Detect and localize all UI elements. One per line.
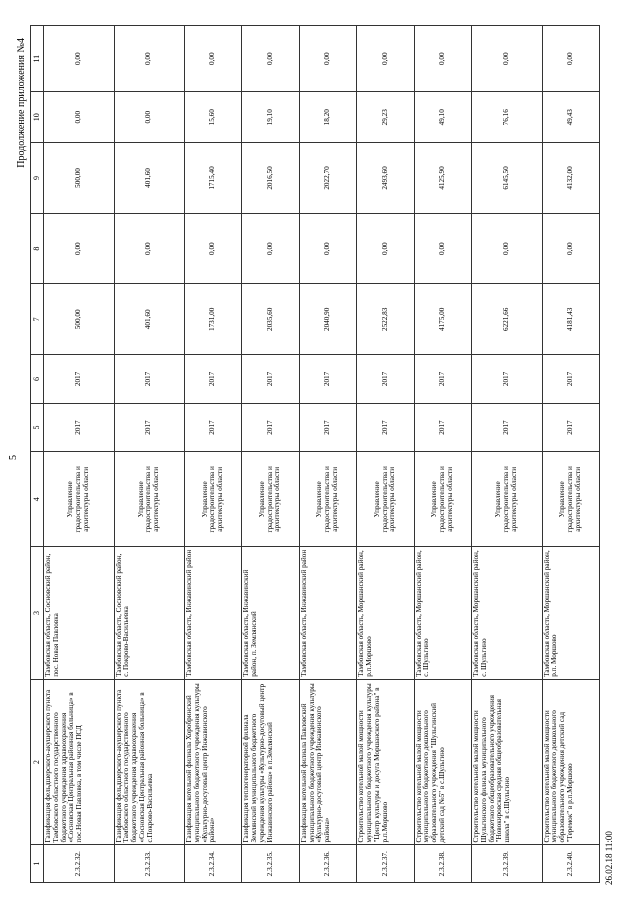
col-header-7: 7 <box>31 284 44 355</box>
cell-9: 2022,70 <box>299 143 356 214</box>
cell-7: 1731,00 <box>185 284 242 355</box>
col-header-3: 3 <box>31 547 44 680</box>
cell-8: 0,00 <box>472 213 543 284</box>
cell-5: 2017 <box>185 403 242 452</box>
cell-9: 401,60 <box>114 143 185 214</box>
cell-7: 4175,00 <box>414 284 471 355</box>
cell-5: 2017 <box>472 403 543 452</box>
cell-9: 2493,60 <box>357 143 414 214</box>
object-location: Тамбовская область, Сосновский район, с. Покрово-Васильевка <box>114 547 185 680</box>
cell-11: 0,00 <box>414 26 471 92</box>
object-name: Строительство котельной малой мощности муниципального бюджетного дошкольного образовательного учреждения "Шульгинский детский сад №5" в с.Шульгино <box>414 679 471 845</box>
cell-11: 0,00 <box>185 26 242 92</box>
col-header-2: 2 <box>31 679 44 845</box>
cell-8: 0,00 <box>114 213 185 284</box>
cell-11: 0,00 <box>472 26 543 92</box>
customer: Управление градостроительства и архитектуры области <box>542 452 599 547</box>
customer: Управление градостроительства и архитектуры области <box>299 452 356 547</box>
object-name: Строительство котельной малой мощности муниципального бюджетного учреждения культуры "Центр культуры и досуга Моршанского района" в р.п.Моршово <box>357 679 414 845</box>
table-row <box>414 26 471 883</box>
cell-8: 0,00 <box>185 213 242 284</box>
row-number: 2.3.2.38. <box>414 845 471 883</box>
table-row <box>542 26 599 883</box>
customer: Управление градостроительства и архитектуры области <box>472 452 543 547</box>
page-number: 5 <box>8 455 19 460</box>
cell-6: 2017 <box>542 355 599 404</box>
cell-11: 0,00 <box>44 26 115 92</box>
table-row <box>114 26 185 883</box>
cell-10: 15,60 <box>185 92 242 143</box>
object-name: Газификация котельной филиала Хоробринский муниципального бюджетного учреждения культуры «Культурно-досуговый центр Инжавинского района» <box>185 679 242 845</box>
header-row <box>31 26 44 883</box>
col-header-11: 11 <box>31 26 44 92</box>
col-header-6: 6 <box>31 355 44 404</box>
customer: Управление градостроительства и архитектуры области <box>114 452 185 547</box>
cell-11: 0,00 <box>542 26 599 92</box>
cell-5: 2017 <box>357 403 414 452</box>
row-number: 2.3.2.34. <box>185 845 242 883</box>
cell-9: 4125,90 <box>414 143 471 214</box>
cell-5: 2017 <box>114 403 185 452</box>
cell-5: 2017 <box>299 403 356 452</box>
cell-8: 0,00 <box>542 213 599 284</box>
table-row <box>472 26 543 883</box>
cell-6: 2017 <box>114 355 185 404</box>
object-location: Тамбовская область, Инжавинский район <box>185 547 242 680</box>
row-number: 2.3.2.36. <box>299 845 356 883</box>
col-header-1: 1 <box>31 845 44 883</box>
object-location: Тамбовская область, Моршанский район, с. Шульгино <box>472 547 543 680</box>
cell-7: 6221,66 <box>472 284 543 355</box>
cell-10: 0,00 <box>114 92 185 143</box>
table-row <box>185 26 242 883</box>
customer: Управление градостроительства и архитектуры области <box>414 452 471 547</box>
table-row <box>299 26 356 883</box>
cell-11: 0,00 <box>114 26 185 92</box>
customer: Управление градостроительства и архитектуры области <box>185 452 242 547</box>
cell-11: 0,00 <box>357 26 414 92</box>
cell-10: 18,20 <box>299 92 356 143</box>
customer: Управление градостроительства и архитектуры области <box>357 452 414 547</box>
object-location: Тамбовская область, Моршанский район, р.п. Моршово <box>542 547 599 680</box>
cell-7: 2522,83 <box>357 284 414 355</box>
cell-8: 0,00 <box>299 213 356 284</box>
object-name: Газификация котельной филиала Павловский муниципального бюджетного учреждения культуры «Культурно-досуговый центр Инжавинского района» <box>299 679 356 845</box>
object-location: Тамбовская область, Инжавинский район, п. Землянский <box>242 547 299 680</box>
col-header-4: 4 <box>31 452 44 547</box>
cell-11: 0,00 <box>299 26 356 92</box>
object-name: Газификация фельдшерского-акушерского пункта Тамбовского областного государственного бюджетного учреждения здравоохранения «Сосновская Центральная районная больница» в пос.Новая Павловка, в том числе ПСД <box>44 679 115 845</box>
cell-10: 76,16 <box>472 92 543 143</box>
cell-9: 500,00 <box>44 143 115 214</box>
customer: Управление градостроительства и архитектуры области <box>44 452 115 547</box>
cell-9: 1715,40 <box>185 143 242 214</box>
row-number: 2.3.2.32. <box>44 845 115 883</box>
cell-6: 2017 <box>185 355 242 404</box>
object-location: Тамбовская область, Инжавинский район <box>299 547 356 680</box>
row-number: 2.3.2.40. <box>542 845 599 883</box>
cell-10: 49,43 <box>542 92 599 143</box>
cell-5: 2017 <box>542 403 599 452</box>
continuation-note: Продолжение приложения №4 <box>16 38 27 168</box>
object-location: Тамбовская область, Сосновский район, пос. Новая Павловка <box>44 547 115 680</box>
cell-9: 4132,00 <box>542 143 599 214</box>
table-row <box>44 26 115 883</box>
object-location: Тамбовская область, Моршанский район, р.п.Моршово <box>357 547 414 680</box>
cell-6: 2017 <box>472 355 543 404</box>
cell-7: 2040,90 <box>299 284 356 355</box>
cell-10: 49,10 <box>414 92 471 143</box>
cell-7: 401,60 <box>114 284 185 355</box>
cell-8: 0,00 <box>414 213 471 284</box>
customer: Управление градостроительства и архитектуры области <box>242 452 299 547</box>
cell-11: 0,00 <box>242 26 299 92</box>
cell-7: 2035,60 <box>242 284 299 355</box>
object-name: Газификация фельдшерского-акушерского пункта Тамбовского областного государственного бюджетного учреждения здравоохранения «Сосновская Центральная районная больница» в с.Покрово-Васильевка <box>114 679 185 845</box>
cell-8: 0,00 <box>44 213 115 284</box>
object-name: Строительство котельной малой мощности Шульгинского филиала муниципального бюджетного общеобразовательного учреждения "Новокировская средняя общеобразовательная школа" в с.Шульгино <box>472 679 543 845</box>
cell-6: 2017 <box>357 355 414 404</box>
cell-10: 0,00 <box>44 92 115 143</box>
table-row <box>357 26 414 883</box>
object-name: Газификация теплогенераторной филиала Землянский муниципального бюджетного учреждения культуры «Культурно-досуговый центр Инжавинского района» в п.Землянский <box>242 679 299 845</box>
cell-8: 0,00 <box>242 213 299 284</box>
cell-6: 2017 <box>299 355 356 404</box>
object-name: Строительство котельной малой мощности муниципального бюджетного дошкольного образовательного учреждения детский сад "Теремок" в р.п.Моршово <box>542 679 599 845</box>
cell-7: 500,00 <box>44 284 115 355</box>
footer-timestamp: 26.02.18 11:00 <box>604 831 614 885</box>
cell-9: 2016,50 <box>242 143 299 214</box>
cell-7: 4181,43 <box>542 284 599 355</box>
col-header-9: 9 <box>31 143 44 214</box>
appendix-table <box>30 25 600 883</box>
table-row <box>242 26 299 883</box>
cell-10: 29,23 <box>357 92 414 143</box>
col-header-10: 10 <box>31 92 44 143</box>
cell-5: 2017 <box>44 403 115 452</box>
cell-9: 6145,50 <box>472 143 543 214</box>
cell-6: 2017 <box>414 355 471 404</box>
cell-6: 2017 <box>242 355 299 404</box>
row-number: 2.3.2.35. <box>242 845 299 883</box>
cell-10: 19,10 <box>242 92 299 143</box>
row-number: 2.3.2.39. <box>472 845 543 883</box>
col-header-5: 5 <box>31 403 44 452</box>
cell-8: 0,00 <box>357 213 414 284</box>
cell-6: 2017 <box>44 355 115 404</box>
object-location: Тамбовская область, Моршанский район, с. Шульгино <box>414 547 471 680</box>
cell-5: 2017 <box>242 403 299 452</box>
cell-5: 2017 <box>414 403 471 452</box>
row-number: 2.3.2.33. <box>114 845 185 883</box>
row-number: 2.3.2.37. <box>357 845 414 883</box>
col-header-8: 8 <box>31 213 44 284</box>
